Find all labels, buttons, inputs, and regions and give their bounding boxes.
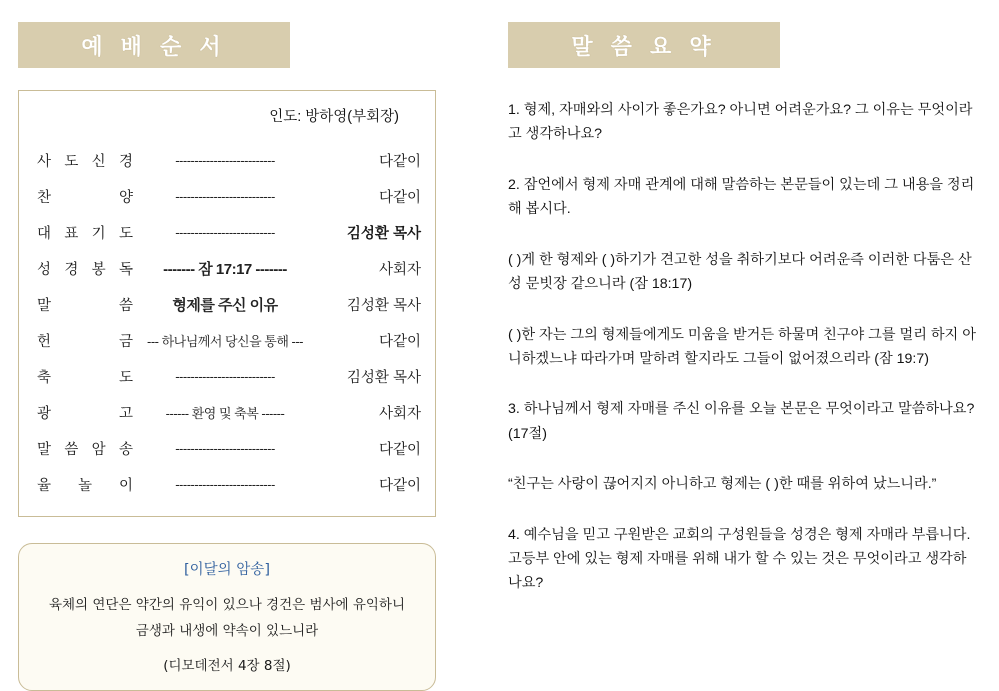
worship-order-row — [19, 394, 435, 430]
worship-order-row-middle: 형제를 주신 이유 — [172, 296, 278, 314]
worship-order-row-person: 사회자 — [378, 261, 421, 278]
worship-order-row-middle: -------------------------- — [175, 152, 275, 168]
worship-order-row-middle: ------- 잠 17:17 ------- — [163, 260, 287, 278]
worship-order-row — [19, 286, 435, 322]
memory-verse-title: [이달의 암송] — [184, 562, 270, 578]
worship-order-row — [19, 322, 435, 358]
worship-order-title-char: 도 — [118, 369, 133, 386]
worship-order-title-char: 독 — [118, 261, 133, 278]
worship-order-title-char: 율 — [37, 477, 52, 494]
sermon-summary-banner — [508, 22, 780, 68]
worship-order-row-person: 다같이 — [378, 333, 421, 350]
worship-order-row-title — [37, 402, 133, 423]
worship-order-row-person: 사회자 — [378, 405, 421, 422]
worship-order-title-char: 도 — [64, 153, 79, 170]
sermon-notes-list — [508, 98, 978, 596]
worship-order-title-char: 말 — [37, 297, 52, 314]
sermon-note-paragraph: ( )한 자는 그의 형제들에게도 미움을 받거든 하물며 친구야 그를 멀리 하지 아니하겠느냐 따라가며 말하려 할지라도 그들이 없어졌으리라 (잠 19:7) — [508, 326, 976, 367]
sermon-summary-title: 말 씀 요 약 — [571, 33, 717, 59]
worship-order-row-middle: -------------------------- — [175, 224, 275, 240]
leader-line: 인도: 방하영(부회장) — [269, 109, 399, 125]
worship-order-title-char: 금 — [118, 333, 133, 350]
worship-order-row — [19, 214, 435, 250]
worship-order-row-middle: ------ 환영 및 축복 ------ — [165, 405, 285, 421]
worship-order-title-char: 광 — [37, 405, 52, 422]
worship-order-title-char: 성 — [37, 261, 52, 278]
worship-order-row-title — [37, 474, 133, 495]
memory-verse-box — [18, 543, 436, 691]
worship-order-row-title — [37, 258, 133, 279]
worship-order-row-middle: -------------------------- — [175, 476, 275, 492]
sermon-note-paragraph: ( )게 한 형제와 ( )하기가 견고한 성을 취하기보다 어려운즉 이러한 다툼은 산성 문빗장 같으니라 (잠 18:17) — [508, 251, 972, 293]
worship-order-row — [19, 250, 435, 286]
sermon-note-paragraph: “친구는 사랑이 끊어지지 아니하고 형제는 ( )한 때를 위하여 났느니라.” — [508, 476, 937, 493]
worship-order-title-char: 축 — [37, 369, 52, 386]
worship-order-title-char: 대 — [37, 225, 52, 242]
worship-order-row-title — [37, 366, 133, 387]
worship-order-row-middle: -------------------------- — [175, 440, 275, 456]
worship-order-row — [19, 358, 435, 394]
sermon-summary-column — [508, 22, 978, 622]
sermon-note-paragraph: 3. 하나님께서 형제 자매를 주신 이유를 오늘 본문은 무엇이라고 말씀하나요? (17절) — [508, 401, 975, 442]
worship-order-row-middle: --- 하나님께서 당신을 통해 --- — [146, 333, 303, 349]
worship-order-title-char: 송 — [118, 441, 133, 458]
worship-order-title-char: 사 — [37, 153, 52, 170]
worship-order-title-char: 이 — [118, 477, 133, 494]
sermon-note-paragraph: 4. 예수님을 믿고 구원받은 교회의 구성원들을 성경은 형제 자매라 부릅니다. 고등부 안에 있는 형제 자매를 위해 내가 할 수 있는 것은 무엇이라고 생각하나요? — [508, 526, 971, 592]
worship-order-title-char: 신 — [91, 153, 106, 170]
worship-order-title-char: 찬 — [37, 189, 52, 206]
worship-order-box — [18, 90, 436, 517]
worship-order-title-char: 씀 — [64, 441, 79, 458]
memory-verse-line-2: 금생과 내생에 약속이 있느니라 — [135, 622, 319, 639]
worship-order-title-char: 씀 — [118, 297, 133, 314]
worship-order-title: 예 배 순 서 — [81, 33, 227, 59]
worship-order-row — [19, 430, 435, 466]
worship-order-column — [18, 22, 468, 691]
worship-order-title-char: 기 — [91, 225, 106, 242]
worship-order-row-person: 다같이 — [378, 153, 421, 170]
worship-order-row-title — [37, 294, 133, 315]
worship-order-row-title — [37, 150, 133, 171]
worship-order-row — [19, 178, 435, 214]
worship-order-title-char: 놀 — [77, 477, 92, 494]
sermon-note-paragraph: 2. 잠언에서 형제 자매 관계에 대해 말씀하는 본문들이 있는데 그 내용을 정리해 봅시다. — [508, 176, 975, 218]
worship-order-row-title — [37, 186, 133, 207]
worship-order-title-char: 양 — [118, 189, 133, 206]
worship-order-banner — [18, 22, 290, 68]
worship-order-row-title — [37, 438, 133, 459]
sermon-note-paragraph: 1. 형제, 자매와의 사이가 좋은가요? 아니면 어려운가요? 그 이유는 무엇이라고 생각하나요? — [508, 102, 973, 143]
worship-order-title-char: 고 — [118, 405, 133, 422]
worship-order-title-char: 봉 — [91, 261, 106, 278]
worship-order-title-char: 암 — [91, 441, 106, 458]
memory-verse-reference: (디모데전서 4장 8절) — [163, 658, 291, 675]
worship-order-title-char: 도 — [118, 225, 133, 242]
worship-order-title-char: 헌 — [37, 333, 52, 350]
worship-order-row-middle: -------------------------- — [175, 368, 275, 384]
worship-order-list — [19, 142, 435, 502]
memory-verse-line-1: 육체의 연단은 약간의 유익이 있으나 경건은 범사에 유익하니 — [48, 597, 406, 613]
worship-order-row-title — [37, 330, 133, 351]
worship-order-row-person: 다같이 — [378, 477, 421, 494]
worship-order-title-char: 표 — [64, 225, 79, 242]
worship-order-row-person: 김성환 목사 — [346, 297, 421, 314]
worship-order-row-middle: -------------------------- — [175, 188, 275, 204]
worship-order-row-title — [37, 222, 133, 243]
worship-order-row — [19, 466, 435, 502]
worship-order-row-person: 다같이 — [378, 189, 421, 206]
worship-order-title-char: 말 — [37, 441, 52, 458]
worship-order-row-person: 김성환 목사 — [346, 225, 421, 242]
worship-order-row — [19, 142, 435, 178]
worship-order-row-person: 김성환 목사 — [346, 369, 421, 386]
worship-order-title-char: 경 — [118, 153, 133, 170]
worship-order-title-char: 경 — [64, 261, 79, 278]
worship-order-row-person: 다같이 — [378, 441, 421, 458]
